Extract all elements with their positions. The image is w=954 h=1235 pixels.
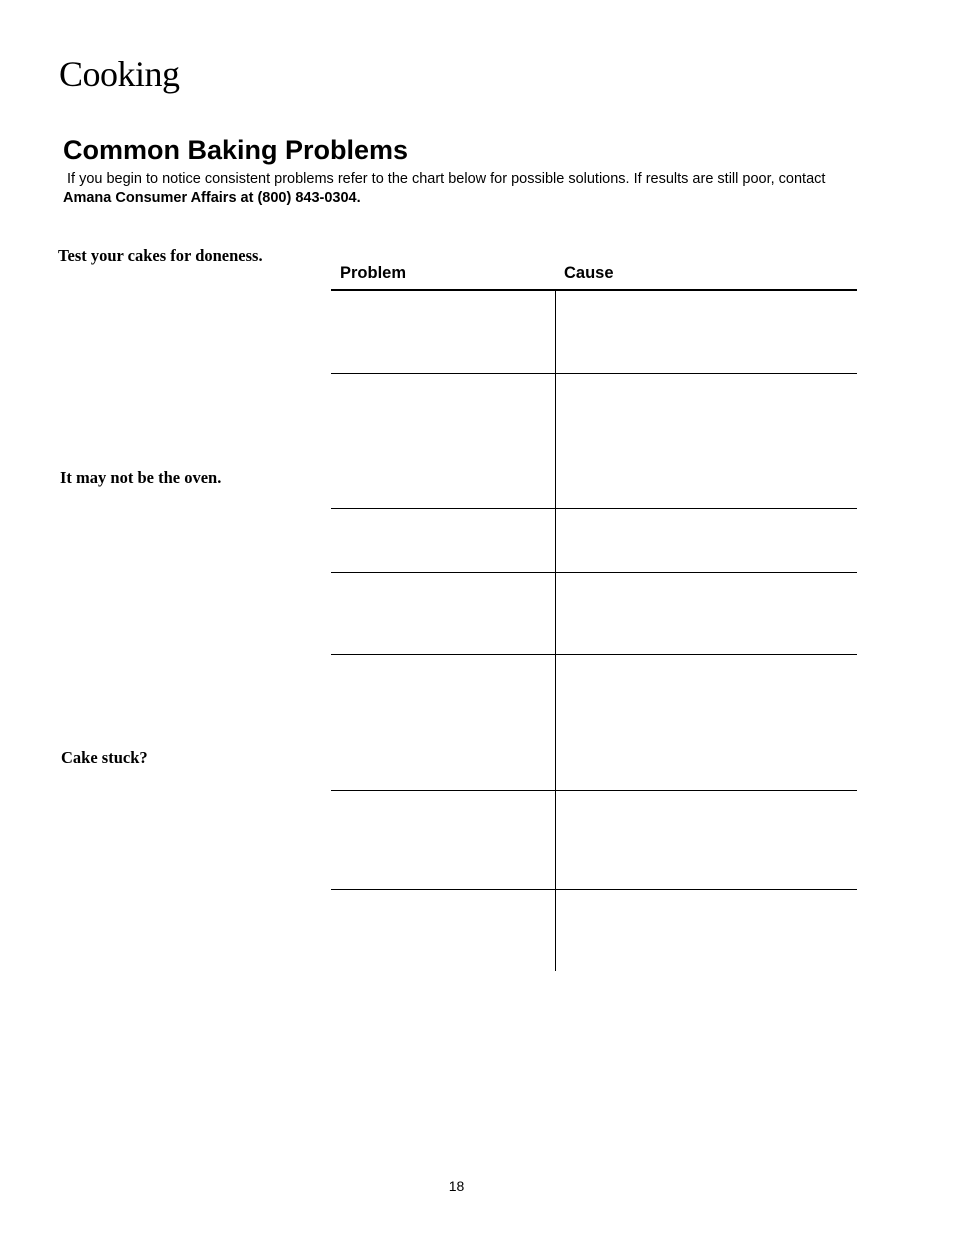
row-divider: [331, 508, 857, 509]
intro-paragraph: [63, 170, 853, 208]
side-note-oven: It may not be the oven.: [60, 468, 222, 487]
column-header-cause: Cause: [564, 264, 614, 282]
header-rule: [331, 289, 857, 291]
row-divider: [331, 572, 857, 573]
row-divider: [331, 654, 857, 655]
column-divider: [555, 290, 556, 971]
intro-text: If you begin to notice consistent problems refer to the chart below for possible solutions. If results are still poor, contact: [67, 171, 826, 187]
row-divider: [331, 790, 857, 791]
row-divider: [331, 373, 857, 374]
page-number: 18: [448, 1178, 465, 1194]
side-note-cake-stuck: Cake stuck?: [61, 748, 148, 767]
contact-info: Amana Consumer Affairs at (800) 843-0304.: [63, 190, 361, 206]
section-title: Common Baking Problems: [63, 135, 409, 165]
side-note-doneness: Test your cakes for doneness.: [58, 246, 263, 265]
row-divider: [331, 889, 857, 890]
column-header-problem: Problem: [340, 264, 407, 282]
page-heading: Cooking: [59, 54, 180, 94]
